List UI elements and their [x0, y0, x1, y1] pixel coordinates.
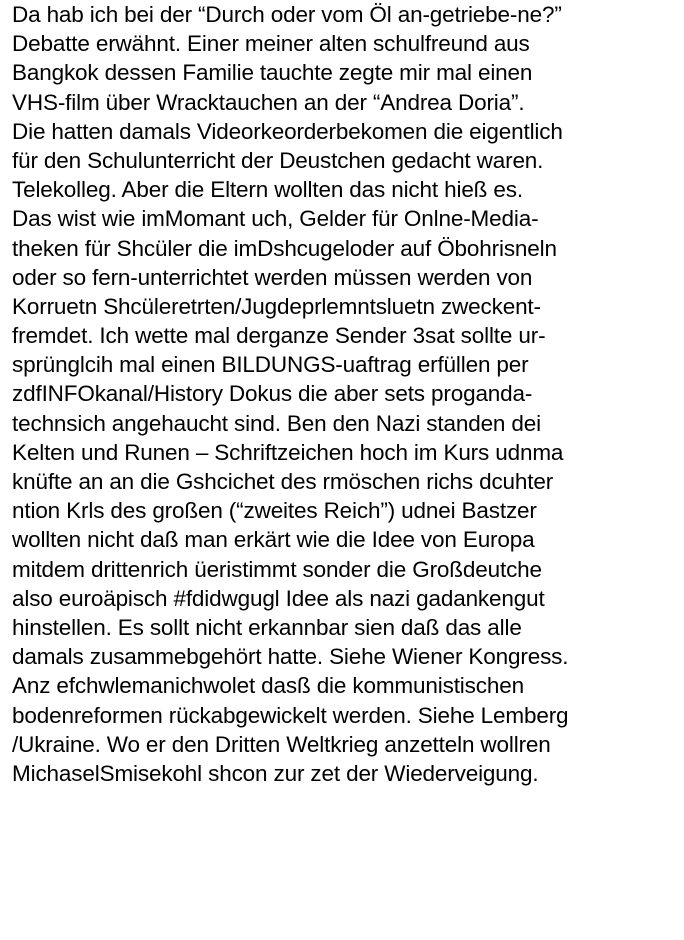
text-line: Debatte erwähnt. Einer meiner alten schulfreund aus — [12, 31, 530, 57]
text-line: sprünglcih mal einen BILDUNGS-uaftrag erfüllen per — [12, 352, 529, 378]
text-line: fremdet. Ich wette mal derganze Sender 3sat sollte ur- — [12, 323, 546, 349]
text-line: ntion Krls des großen (“zweites Reich”) udnei Bastzer — [12, 498, 537, 524]
text-line: also euroäpisch #fdidwgugl Idee als nazi gadankengut — [12, 585, 545, 611]
text-line: Die hatten damals Videorkeorderbekomen die eigentlich — [12, 118, 563, 144]
text-line: technsich angehaucht sind. Ben den Nazi standen dei — [12, 410, 541, 436]
text-line: wollten nicht daß man erkärt wie die Idee von Europa — [12, 527, 535, 553]
text-line: Das wist wie imMomant uch, Gelder für Onlne-Media- — [12, 206, 539, 232]
document-text — [12, 0, 680, 788]
text-line: MichaselSmisekohl shcon zur zet der Wiederveigung. — [12, 760, 539, 786]
text-line: knüfte an an die Gshcichet des rmöschen richs dcuhter — [12, 469, 554, 494]
text-line: Da hab ich bei der “Durch oder vom Öl an-getriebe-ne?” — [12, 2, 562, 27]
text-line: Telekolleg. Aber die Eltern wollten das nicht hieß es. — [12, 177, 523, 203]
text-line: bodenreformen rückabgewickelt werden. Siehe Lemberg — [12, 702, 569, 728]
text-line: oder so fern-unterrichtet werden müssen werden von — [12, 264, 533, 290]
text-line: hinstellen. Es sollt nicht erkannbar sien daß das alle — [12, 614, 522, 640]
text-line: Korruetn Shcüleretrten/Jugdeprlemntsluetn zweckent- — [12, 293, 541, 319]
text-line: Bangkok dessen Familie tauchte zegte mir mal einen — [12, 60, 533, 86]
text-line: zdfINFOkanal/History Dokus die aber sets proganda- — [12, 381, 533, 407]
text-line: mitdem drittenrich üeristimmt sonder die Großdeutche — [12, 556, 542, 582]
text-line: Anz efchwlemanichwolet dasß die kommunistischen — [12, 673, 524, 699]
text-line: für den Schulunterricht der Deustchen gedacht waren. — [12, 147, 544, 173]
text-line: Kelten und Runen – Schriftzeichen hoch im Kurs udnma — [12, 439, 564, 465]
text-line: VHS-film über Wracktauchen an der “Andrea Doria”. — [12, 89, 525, 115]
text-line: damals zusammebgehört hatte. Siehe Wiener Kongress. — [12, 644, 569, 670]
text-line: /Ukraine. Wo er den Dritten Weltkrieg anzetteln wollren — [12, 731, 551, 757]
text-line: theken für Shcüler die imDshcugeloder auf Öbohrisneln — [12, 235, 557, 261]
